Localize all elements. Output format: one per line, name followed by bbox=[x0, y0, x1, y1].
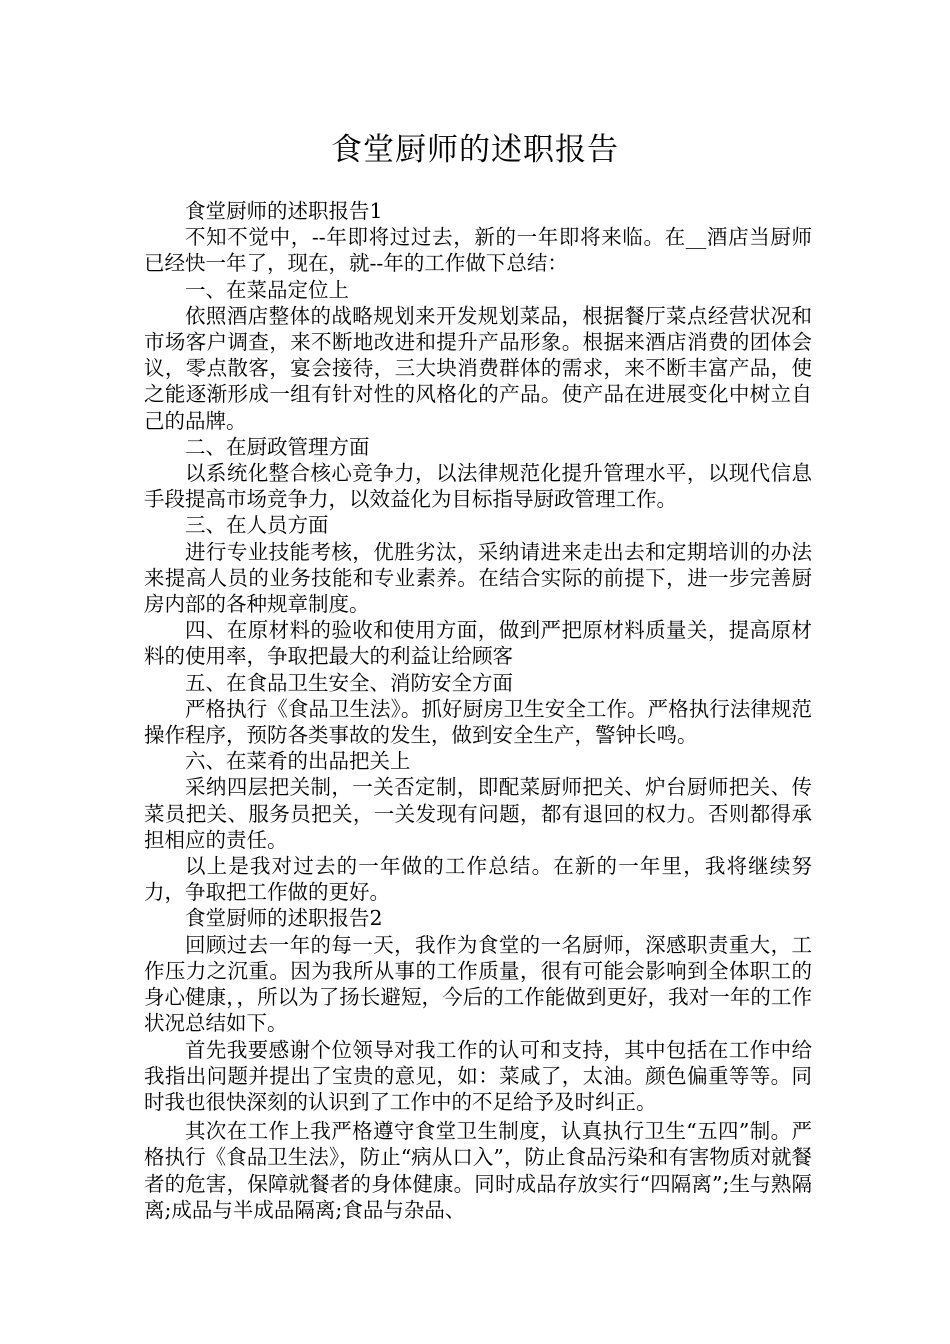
paragraph-dish-positioning: 依照酒店整体的战略规划来开发规划菜品，根据餐厅菜点经营状况和市场客户调查，来不断地改进和提升产品形象。根据来酒店消费的团体会议，零点散客，宴会接待，三大块消费群体的需求，来不断丰富产品，使之能逐渐形成一组有针对性的风格化的产品。使产品在进展变化中树立自己的品牌。 bbox=[144, 303, 812, 433]
section-heading-5: 五、在食品卫生安全、消防安全方面 bbox=[185, 670, 513, 695]
document-title: 食堂厨师的述职报告 bbox=[331, 132, 619, 168]
paragraph-kitchen-management: 以系统化整合核心竞争力，以法律规范化提升管理水平，以现代信息手段提高市场竞争力，以效益化为目标指导厨政管理工作。 bbox=[144, 461, 812, 512]
paragraph-personnel: 进行专业技能考核，优胜劣汰，采纳请进来走出去和定期培训的办法来提高人员的业务技能和专业素养。在结合实际的前提下，进一步完善厨房内部的各种规章制度。 bbox=[144, 539, 812, 617]
paragraph-review: 回顾过去一年的每一天，我作为食堂的一名厨师，深感职责重大，工作压力之沉重。因为我所从事的工作质量，很有可能会影响到全体职工的身心健康，，所以为了扬长避短，今后的工作能做到更好，我对一年的工作状况总结如下。 bbox=[144, 932, 812, 1036]
section-heading-1: 一、在菜品定位上 bbox=[185, 277, 349, 302]
paragraph-thanks: 首先我要感谢个位领导对我工作的认可和支持，其中包括在工作中给我指出问题并提出了宝贵的意见，如：菜咸了，太油。颜色偏重等等。同时我也很快深刻的认识到了工作中的不足给予及时纠正。 bbox=[144, 1037, 812, 1114]
paragraph-raw-materials: 四、在原材料的验收和使用方面，做到严把原材料质量关，提高原材料的使用率，争取把最大的利益让给顾客 bbox=[144, 618, 812, 669]
paragraph-food-safety: 严格执行《食品卫生法》。抓好厨房卫生安全工作。严格执行法律规范操作程序，预防各类事故的发生，做到安全生产，警钟长鸣。 bbox=[144, 696, 812, 748]
paragraph-dish-quality-control: 采纳四层把关制，一关否定制，即配菜厨师把关、炉台厨师把关、传菜员把关、服务员把关，一关发现有问题，都有退回的权力。否则都得承担相应的责任。 bbox=[144, 775, 812, 852]
section-heading-6: 六、在菜肴的出品把关上 bbox=[185, 749, 411, 774]
section-heading-3: 三、在人员方面 bbox=[185, 513, 329, 538]
report-heading-2: 食堂厨师的述职报告2 bbox=[185, 906, 383, 931]
report-heading-1: 食堂厨师的述职报告1 bbox=[185, 199, 383, 223]
paragraph-summary-1: 以上是我对过去的一年做的工作总结。在新的一年里，我将继续努力，争取把工作做的更好。 bbox=[144, 854, 812, 905]
section-heading-2: 二、在厨政管理方面 bbox=[185, 434, 370, 459]
document-body bbox=[144, 198, 812, 1223]
paragraph-hygiene: 其次在工作上我严格遵守食堂卫生制度，认真执行卫生“五四”制。严格执行《食品卫生法》，防止“病从口入”，防止食品污染和有害物质对就餐者的危害，保障就餐者的身体健康。同时成品存放实行“四隔离”;生与熟隔离;成品与半成品隔离;食品与杂品、 bbox=[144, 1119, 812, 1222]
paragraph-intro: 不知不觉中，--年即将过过去，新的一年即将来临。在__酒店当厨师已经快一年了，现在，就--年的工作做下总结： bbox=[144, 225, 812, 276]
